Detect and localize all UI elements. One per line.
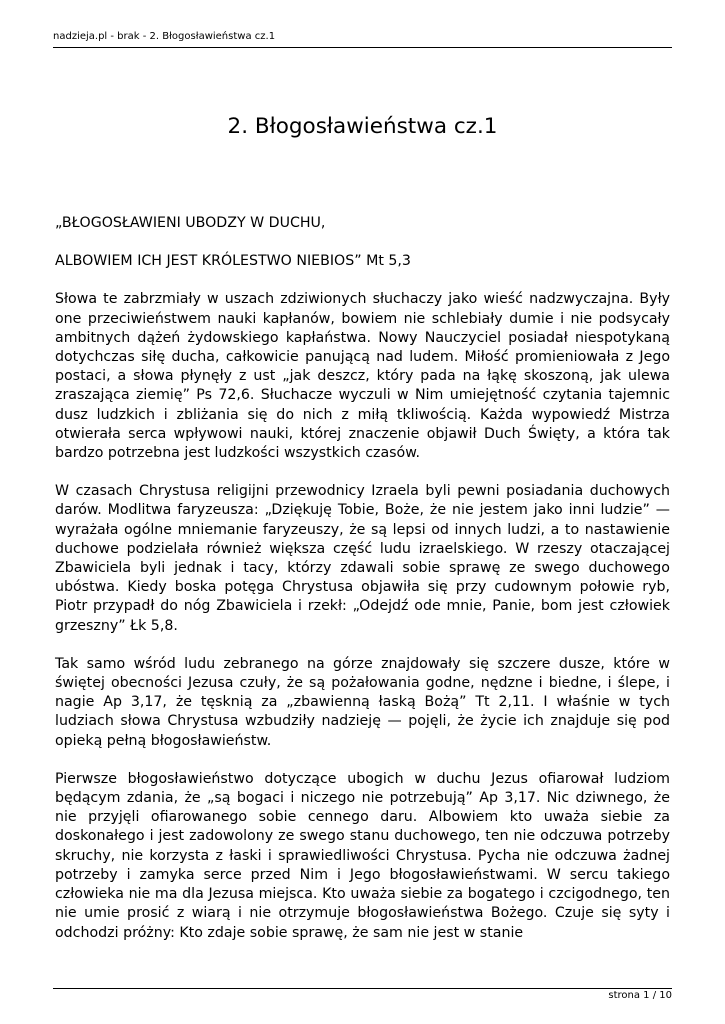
header-divider	[53, 47, 672, 48]
verse-heading-line-1: „BŁOGOSŁAWIENI UBODZY W DUCHU,	[55, 215, 326, 231]
page-number: strona 1 / 10	[608, 990, 672, 1001]
paragraph-1: Słowa te zabrzmiały w uszach zdziwionych słuchaczy jako wieść nadzwyczajna. Były one przeciwieństwem nauki kapłanów, bowiem nie schlebiały dumie i nie podsycały ambitnych dążeń żydowskiego kapłaństwa. Nowy Nauczyciel posiadał niespotykaną dotychczas siłę ducha, całkowicie panującą nad ludem. Miłość promieniowała z Jego postaci, a słowa płynęły z ust „jak deszcz, który pada na łąkę skoszoną, jak ulewa zraszająca ziemię” Ps 72,6. Słuchacze wyczuli w Nim umiejętność czytania tajemnic dusz ludzkich i zbliżania się do nich z miłą tkliwością. Każda wypowiedź Mistrza otwierała serca wpływowi nauki, której znaczenie objawił Duch Święty, a która tak bardzo potrzebna jest ludzkości wszystkich czasów.	[55, 291, 670, 462]
paragraph-4: Pierwsze błogosławieństwo dotyczące ubogich w duchu Jezus ofiarował ludziom będącym zdania, że „są bogaci i niczego nie potrzebują” Ap 3,17. Nic dziwnego, że nie przyjęli ofiarowanego sobie cennego daru. Albowiem kto uważa siebie za doskonałego i jest zadowolony ze swego stanu duchowego, ten nie odczuwa potrzeby skruchy, nie korzysta z łaski i sprawiedliwości Chrystusa. Pycha nie odczuwa żadnej potrzeby i zamyka serce przed Nim i Jego błogosławieństwami. W sercu takiego człowieka nie ma dla Jezusa miejsca. Kto uważa siebie za bogatego i czcigodnego, ten nie umie prosić z wiarą i nie otrzymuje błogosławieństwa Bożego. Czuje się syty i odchodzi próżny: Kto zdaje sobie sprawę, że sam nie jest w stanie	[55, 770, 670, 941]
document-body	[55, 214, 670, 962]
footer-divider	[53, 988, 672, 989]
paragraph-3: Tak samo wśród ludu zebranego na górze znajdowały się szczere dusze, które w świętej obecności Jezusa czuły, że są pożałowania godne, nędzne i biedne, i ślepe, i nagie Ap 3,17, że tęsknią za „zbawienną łaską Bożą” Tt 2,11. I właśnie w tych ludziach słowa Chrystusa wzbudziły nadzieję — pojęli, że życie ich znajduje się pod opieką pełną błogosławieństw.	[55, 655, 670, 749]
running-header: nadzieja.pl - brak - 2. Błogosławieństwa cz.1	[53, 31, 276, 42]
page-title: 2. Błogosławieństwa cz.1	[227, 114, 498, 139]
paragraph-2: W czasach Chrystusa religijni przewodnicy Izraela byli pewni posiadania duchowych darów. Modlitwa faryzeusza: „Dziękuję Tobie, Boże, że nie jestem jako inni ludzie” — wyrażała ogólne mniemanie faryzeuszy, że są lepsi od innych ludzi, a to nastawienie duchowe podzielała również większa część ludu izraelskiego. W rzeszy otaczającej Zbawiciela byli jednak i tacy, którzy zdawali sobie sprawę ze swego duchowego ubóstwa. Kiedy boska potęga Chrystusa objawiła się przy cudownym połowie ryb, Piotr przypadł do nóg Zbawiciela i rzekł: „Odejdź ode mnie, Panie, bom jest człowiek grzeszny” Łk 5,8.	[55, 483, 670, 634]
verse-heading-line-2: ALBOWIEM ICH JEST KRÓLESTWO NIEBIOS” Mt 5,3	[55, 253, 411, 270]
